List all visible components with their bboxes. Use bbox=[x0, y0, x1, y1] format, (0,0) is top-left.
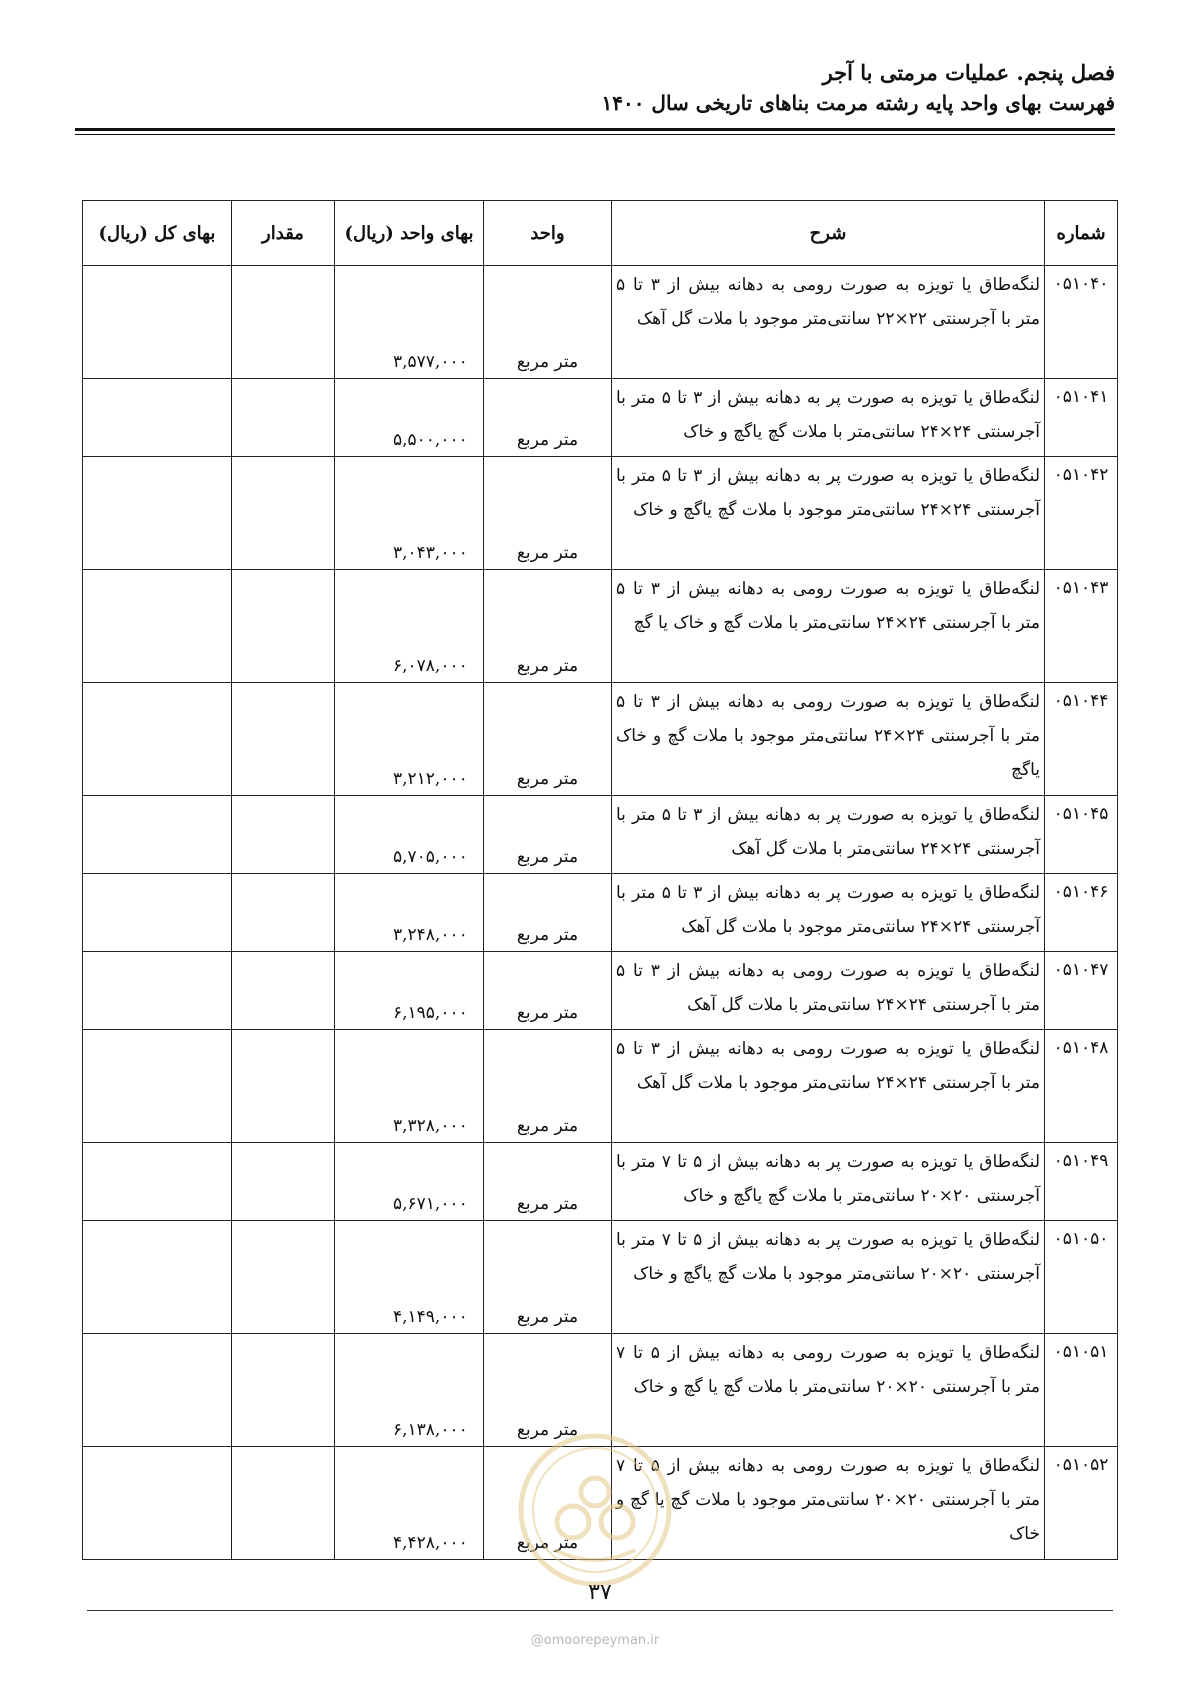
table-row bbox=[83, 796, 1118, 874]
row-quantity bbox=[232, 457, 335, 570]
row-unit: متر مربع bbox=[484, 457, 612, 570]
row-code: ۰۵۱۰۴۶ bbox=[1045, 874, 1118, 952]
row-unit-price: ۳,۳۲۸,۰۰۰ bbox=[335, 1030, 484, 1143]
row-unit-price: ۶,۱۳۸,۰۰۰ bbox=[335, 1334, 484, 1447]
table-row bbox=[83, 683, 1118, 796]
row-unit-price: ۴,۱۴۹,۰۰۰ bbox=[335, 1221, 484, 1334]
row-total-price bbox=[83, 874, 232, 952]
row-quantity bbox=[232, 1221, 335, 1334]
row-unit: متر مربع bbox=[484, 952, 612, 1030]
header-rule-thick bbox=[75, 128, 1115, 131]
row-total-price bbox=[83, 1143, 232, 1221]
row-unit-price: ۶,۰۷۸,۰۰۰ bbox=[335, 570, 484, 683]
row-unit-price: ۴,۴۲۸,۰۰۰ bbox=[335, 1447, 484, 1560]
row-description: لنگه‌طاق یا تویزه به صورت پر به دهانه بیش از ۳ تا ۵ متر با آجرسنتی ۲۴×۲۴ سانتی‌متر با ملات گل آهک bbox=[612, 796, 1045, 874]
row-unit-price: ۵,۷۰۵,۰۰۰ bbox=[335, 796, 484, 874]
row-unit-price: ۳,۵۷۷,۰۰۰ bbox=[335, 266, 484, 379]
row-code: ۰۵۱۰۴۲ bbox=[1045, 457, 1118, 570]
table-row bbox=[83, 952, 1118, 1030]
header-unit-price: بهای واحد (ریال) bbox=[335, 201, 484, 266]
row-code: ۰۵۱۰۴۴ bbox=[1045, 683, 1118, 796]
row-total-price bbox=[83, 1030, 232, 1143]
price-list-table bbox=[82, 200, 1118, 1560]
page-number: ۳۷ bbox=[588, 1580, 612, 1605]
row-description: لنگه‌طاق یا تویزه به صورت پر به دهانه بیش از ۵ تا ۷ متر با آجرسنتی ۲۰×۲۰ سانتی‌متر موجود با ملات گچ یاگچ و خاک bbox=[612, 1221, 1045, 1334]
header-rule-thin bbox=[75, 134, 1115, 135]
document-subtitle: فهرست بهای واحد پایه رشته مرمت بناهای تاریخی سال ۱۴۰۰ bbox=[601, 91, 1115, 115]
chapter-title: فصل پنجم. عملیات مرمتی با آجر bbox=[822, 60, 1115, 85]
row-code: ۰۵۱۰۴۳ bbox=[1045, 570, 1118, 683]
row-description: لنگه‌طاق یا تویزه به صورت رومی به دهانه بیش از ۳ تا ۵ متر با آجرسنتی ۲۴×۲۴ سانتی‌متر موجود با ملات گچ و خاک یاگچ bbox=[612, 683, 1045, 796]
row-unit-price: ۳,۲۱۲,۰۰۰ bbox=[335, 683, 484, 796]
table-row bbox=[83, 874, 1118, 952]
row-unit: متر مربع bbox=[484, 570, 612, 683]
row-description: لنگه‌طاق یا تویزه به صورت رومی به دهانه بیش از ۵ تا ۷ متر با آجرسنتی ۲۰×۲۰ سانتی‌متر موجود با ملات گچ یا گچ و خاک bbox=[612, 1447, 1045, 1560]
row-unit: متر مربع bbox=[484, 874, 612, 952]
table-row bbox=[83, 570, 1118, 683]
row-description: لنگه‌طاق یا تویزه به صورت پر به دهانه بیش از ۳ تا ۵ متر با آجرسنتی ۲۴×۲۴ سانتی‌متر با ملات گچ یاگچ و خاک bbox=[612, 379, 1045, 457]
row-unit: متر مربع bbox=[484, 1447, 612, 1560]
row-unit: متر مربع bbox=[484, 683, 612, 796]
row-total-price bbox=[83, 952, 232, 1030]
row-code: ۰۵۱۰۴۷ bbox=[1045, 952, 1118, 1030]
row-quantity bbox=[232, 874, 335, 952]
row-description: لنگه‌طاق یا تویزه به صورت پر به دهانه بیش از ۵ تا ۷ متر با آجرسنتی ۲۰×۲۰ سانتی‌متر با ملات گچ یاگچ و خاک bbox=[612, 1143, 1045, 1221]
row-unit: متر مربع bbox=[484, 1334, 612, 1447]
row-code: ۰۵۱۰۴۰ bbox=[1045, 266, 1118, 379]
row-description: لنگه‌طاق یا تویزه به صورت رومی به دهانه بیش از ۳ تا ۵ متر با آجرسنتی ۲۴×۲۴ سانتی‌متر موجود با ملات گل آهک bbox=[612, 1030, 1045, 1143]
row-total-price bbox=[83, 457, 232, 570]
row-description: لنگه‌طاق یا تویزه به صورت رومی به دهانه بیش از ۵ تا ۷ متر با آجرسنتی ۲۰×۲۰ سانتی‌متر با ملات گچ یا گچ و خاک bbox=[612, 1334, 1045, 1447]
row-unit: متر مربع bbox=[484, 796, 612, 874]
row-code: ۰۵۱۰۵۰ bbox=[1045, 1221, 1118, 1334]
row-total-price bbox=[83, 266, 232, 379]
row-code: ۰۵۱۰۴۱ bbox=[1045, 379, 1118, 457]
row-code: ۰۵۱۰۴۵ bbox=[1045, 796, 1118, 874]
row-code: ۰۵۱۰۵۱ bbox=[1045, 1334, 1118, 1447]
row-unit: متر مربع bbox=[484, 1143, 612, 1221]
table-row bbox=[83, 379, 1118, 457]
row-quantity bbox=[232, 952, 335, 1030]
row-unit-price: ۵,۵۰۰,۰۰۰ bbox=[335, 379, 484, 457]
row-description: لنگه‌طاق یا تویزه به صورت رومی به دهانه بیش از ۳ تا ۵ متر با آجرسنتی ۲۴×۲۴ سانتی‌متر با ملات گل آهک bbox=[612, 952, 1045, 1030]
table-row bbox=[83, 1221, 1118, 1334]
row-quantity bbox=[232, 266, 335, 379]
row-total-price bbox=[83, 683, 232, 796]
row-quantity bbox=[232, 570, 335, 683]
table-row bbox=[83, 457, 1118, 570]
table-header-row bbox=[83, 201, 1118, 266]
row-quantity bbox=[232, 379, 335, 457]
row-quantity bbox=[232, 1030, 335, 1143]
header-code: شماره bbox=[1045, 201, 1118, 266]
row-quantity bbox=[232, 796, 335, 874]
header-total-price: بهای کل (ریال) bbox=[83, 201, 232, 266]
row-unit-price: ۳,۲۴۸,۰۰۰ bbox=[335, 874, 484, 952]
row-description: لنگه‌طاق یا تویزه به صورت رومی به دهانه بیش از ۳ تا ۵ متر با آجرسنتی ۲۲×۲۲ سانتی‌متر موجود با ملات گل آهک bbox=[612, 266, 1045, 379]
row-unit: متر مربع bbox=[484, 1221, 612, 1334]
publisher-seal-watermark bbox=[515, 1430, 675, 1590]
row-unit-price: ۶,۱۹۵,۰۰۰ bbox=[335, 952, 484, 1030]
row-unit-price: ۳,۰۴۳,۰۰۰ bbox=[335, 457, 484, 570]
row-quantity bbox=[232, 1143, 335, 1221]
row-code: ۰۵۱۰۴۹ bbox=[1045, 1143, 1118, 1221]
row-total-price bbox=[83, 1447, 232, 1560]
row-quantity bbox=[232, 1447, 335, 1560]
row-unit: متر مربع bbox=[484, 379, 612, 457]
header-quantity: مقدار bbox=[232, 201, 335, 266]
row-description: لنگه‌طاق یا تویزه به صورت پر به دهانه بیش از ۳ تا ۵ متر با آجرسنتی ۲۴×۲۴ سانتی‌متر موجود با ملات گچ یاگچ و خاک bbox=[612, 457, 1045, 570]
row-unit: متر مربع bbox=[484, 266, 612, 379]
row-description: لنگه‌طاق یا تویزه به صورت پر به دهانه بیش از ۳ تا ۵ متر با آجرسنتی ۲۴×۲۴ سانتی‌متر موجود با ملات گل آهک bbox=[612, 874, 1045, 952]
header-description: شرح bbox=[612, 201, 1045, 266]
row-total-price bbox=[83, 1221, 232, 1334]
row-description: لنگه‌طاق یا تویزه به صورت رومی به دهانه بیش از ۳ تا ۵ متر با آجرسنتی ۲۴×۲۴ سانتی‌متر با ملات گچ و خاک یا گچ bbox=[612, 570, 1045, 683]
footer-rule bbox=[87, 1610, 1113, 1611]
row-unit-price: ۵,۶۷۱,۰۰۰ bbox=[335, 1143, 484, 1221]
table-row bbox=[83, 1030, 1118, 1143]
row-total-price bbox=[83, 796, 232, 874]
table-row bbox=[83, 1143, 1118, 1221]
row-code: ۰۵۱۰۵۲ bbox=[1045, 1447, 1118, 1560]
row-unit: متر مربع bbox=[484, 1030, 612, 1143]
row-total-price bbox=[83, 570, 232, 683]
header-unit: واحد bbox=[484, 201, 612, 266]
row-total-price bbox=[83, 379, 232, 457]
page-header bbox=[75, 58, 1115, 118]
website-watermark: @omoorepeyman.ir bbox=[530, 1633, 660, 1648]
row-total-price bbox=[83, 1334, 232, 1447]
row-quantity bbox=[232, 1334, 335, 1447]
table-row bbox=[83, 266, 1118, 379]
row-code: ۰۵۱۰۴۸ bbox=[1045, 1030, 1118, 1143]
row-quantity bbox=[232, 683, 335, 796]
